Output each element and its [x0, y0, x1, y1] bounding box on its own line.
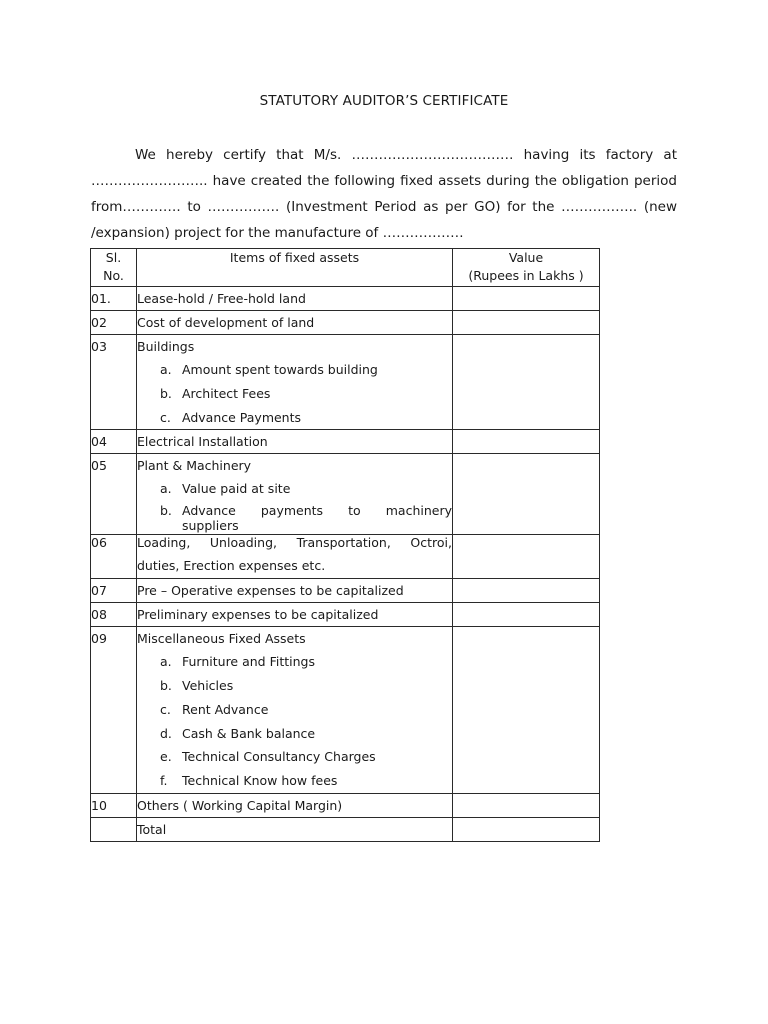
row-item: Loading, Unloading, Transportation, Octroi, duties, Erection expenses etc. [137, 535, 453, 579]
row-item: Electrical Installation [137, 430, 453, 454]
row-value-cell[interactable] [453, 603, 600, 627]
row-sl: 01. [91, 287, 137, 311]
sub-item-list [137, 358, 452, 429]
header-value: Value (Rupees in Lakhs ) [453, 249, 600, 287]
table-row [91, 535, 600, 579]
row-value-cell[interactable] [453, 627, 600, 794]
table-row [91, 430, 600, 454]
row-value-cell[interactable] [453, 793, 600, 817]
list-item: e. Technical Consultancy Charges [160, 749, 376, 765]
header-sl-no: Sl. No. [91, 249, 137, 287]
table-row [91, 627, 600, 794]
row-item: Cost of development of land [137, 311, 453, 335]
table-row [91, 579, 600, 603]
row-sl [91, 817, 137, 841]
row-sl: 05 [91, 454, 137, 535]
row-sl: 09 [91, 627, 137, 794]
row-item: Lease-hold / Free-hold land [137, 287, 453, 311]
row-value-cell[interactable] [453, 579, 600, 603]
header-items: Items of fixed assets [137, 249, 453, 287]
fixed-assets-table [90, 248, 600, 842]
list-item: c. Advance Payments [160, 409, 302, 425]
row-item: Miscellaneous Fixed Assets a. Furniture and Fittings b. Vehicles c. Rent Advance d. Cash & Bank balance e. Technical Consultancy Charges f. Technical Know how fees [137, 627, 453, 794]
list-item: c. Rent Advance [160, 701, 269, 717]
row-value-cell[interactable] [453, 287, 600, 311]
list-item: d. Cash & Bank balance [160, 725, 316, 741]
list-item: b. Vehicles [160, 677, 234, 693]
certificate-paragraph [91, 142, 677, 246]
row-item: Pre – Operative expenses to be capitalized [137, 579, 453, 603]
list-item: a. Value paid at site [160, 481, 291, 497]
row-sl: 06 [91, 535, 137, 579]
sub-item-list [137, 650, 452, 793]
certificate-text: We hereby certify that M/s. ……………………………… having its factory at …………………….. have created the following fixed assets during the obligation period from…………. to ……………. (Investment Period as per GO) for the …………….. (new /expansion) project for the manufacture of ……………… [91, 147, 677, 241]
row-item: Others ( Working Capital Margin) [137, 793, 453, 817]
row-sl: 02 [91, 311, 137, 335]
row-value-cell[interactable] [453, 335, 600, 430]
table-row-total [91, 817, 600, 841]
table-row [91, 311, 600, 335]
table-header-row [91, 249, 600, 287]
list-item: f. Technical Know how fees [160, 773, 338, 789]
row-sl: 10 [91, 793, 137, 817]
row-sl: 08 [91, 603, 137, 627]
table-row [91, 603, 600, 627]
table-row [91, 793, 600, 817]
row-value-cell[interactable] [453, 311, 600, 335]
row-item-total: Total [137, 817, 453, 841]
row-item: Preliminary expenses to be capitalized [137, 603, 453, 627]
table-row [91, 287, 600, 311]
row-value-cell[interactable] [453, 454, 600, 535]
total-value-cell[interactable] [453, 817, 600, 841]
sub-item-list [137, 477, 452, 534]
row-item: Buildings a. Amount spent towards building b. Architect Fees c. Advance Payments [137, 335, 453, 430]
list-item: a. Amount spent towards building [160, 362, 378, 377]
row-item: Plant & Machinery a. Value paid at site b. Advance payments to machinery suppliers [137, 454, 453, 535]
row-sl: 03 [91, 335, 137, 430]
page-title: STATUTORY AUDITOR’S CERTIFICATE [259, 93, 509, 109]
row-value-cell[interactable] [453, 535, 600, 579]
list-item: b. Architect Fees [160, 385, 271, 401]
table-row [91, 335, 600, 430]
row-sl: 04 [91, 430, 137, 454]
list-item: a. Furniture and Fittings [160, 654, 315, 670]
list-item: b. Advance payments to machinery suppliers [160, 503, 452, 534]
row-sl: 07 [91, 579, 137, 603]
table-row [91, 454, 600, 535]
row-value-cell[interactable] [453, 430, 600, 454]
